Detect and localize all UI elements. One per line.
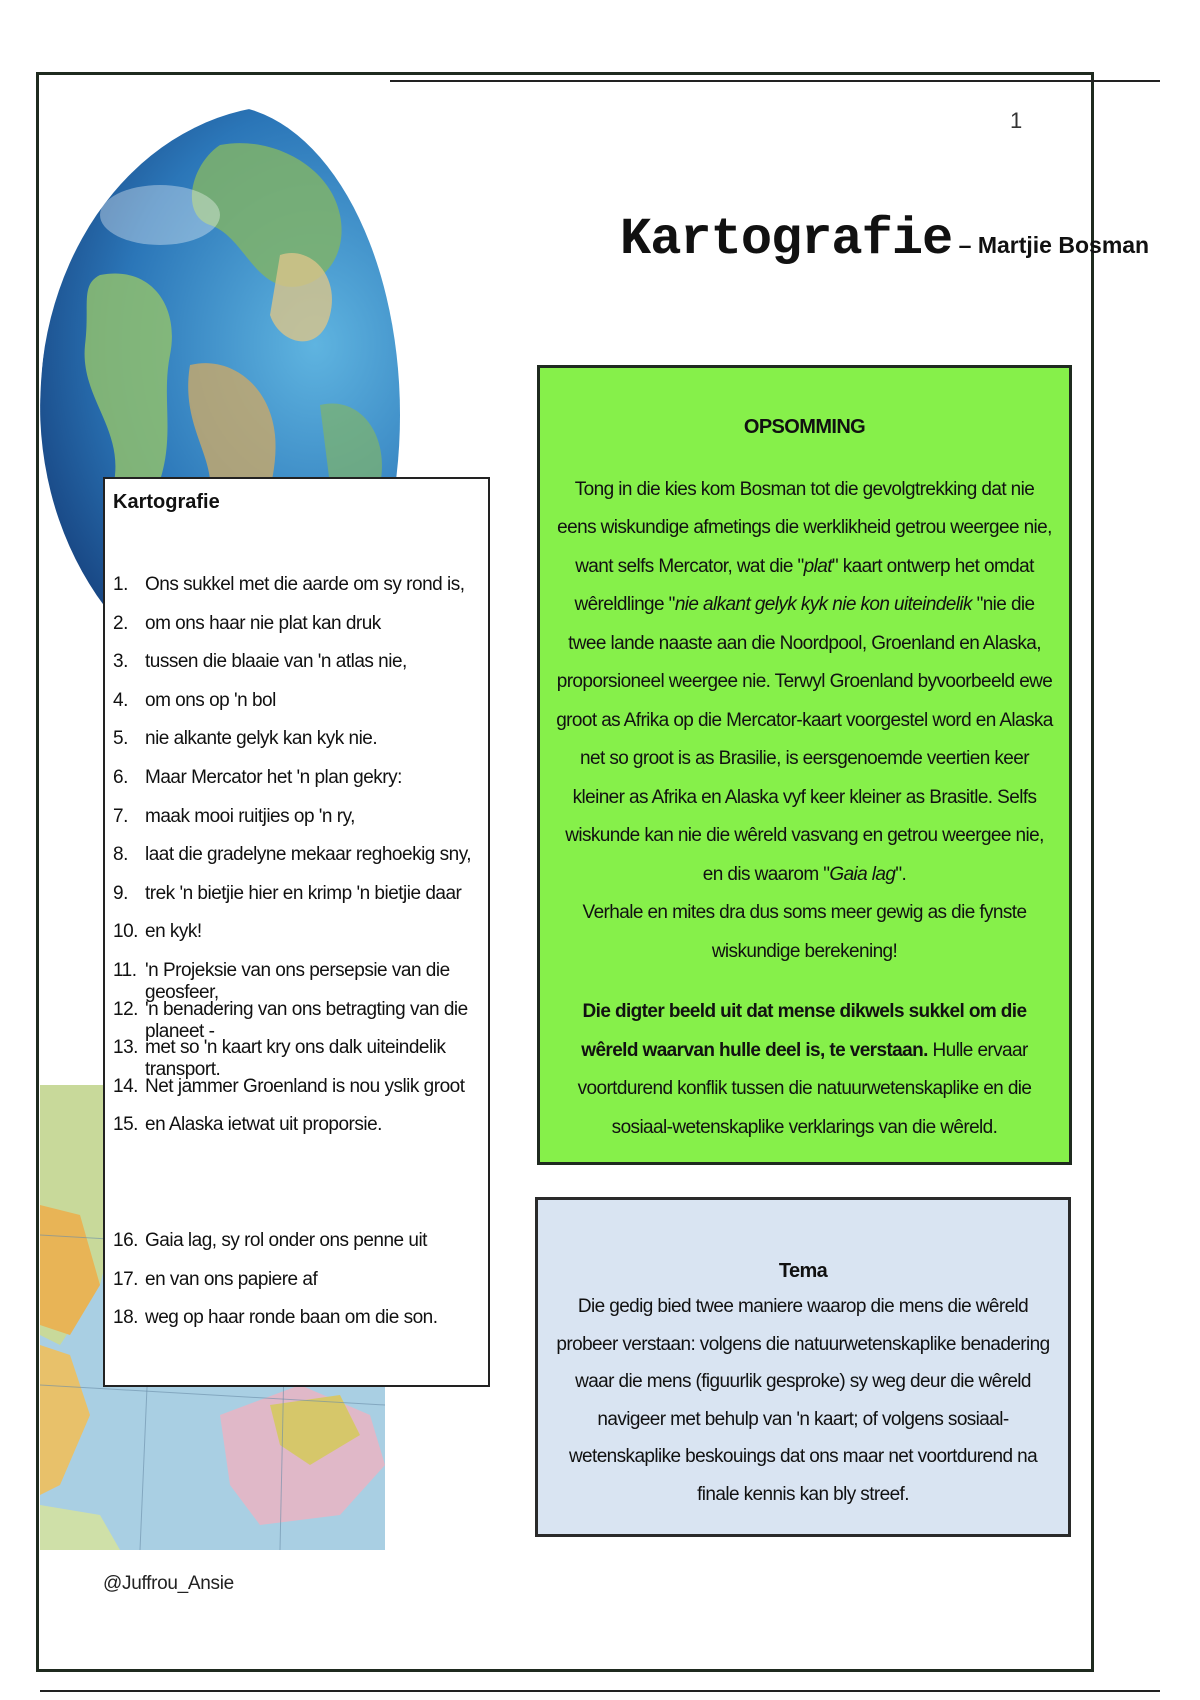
author-separator: – (952, 232, 978, 258)
poem-line (113, 574, 480, 613)
line-number: 15. (113, 1114, 138, 1136)
line-number: 3. (113, 651, 128, 673)
summary-italic-plat: plat (803, 555, 832, 577)
summary-italic-quote: nie alkant gelyk kyk nie kon uiteindelik (674, 594, 972, 615)
poem-line (113, 1269, 480, 1308)
line-text: Net jammer Groenland is nou yslik groot (145, 1075, 465, 1097)
line-number: 10. (113, 921, 138, 943)
author-name: Martjie Bosman (977, 232, 1150, 258)
poem-line (113, 728, 480, 767)
poem-line (113, 1114, 480, 1153)
summary-text: Tong in die kies kom Bosman tot die gevolgtrekking dat nie eens wiskundige afmetings die werklikheid getrou weergee nie, want selfs Mercator, wat die " (557, 478, 1052, 577)
page-number: 1 (1010, 108, 1023, 133)
poem-line (113, 998, 480, 1042)
summary-text: ". (895, 863, 907, 885)
line-text: Gaia lag, sy rol onder ons penne uit (145, 1229, 427, 1251)
poem-title: Kartografie (113, 491, 220, 513)
line-number: 11. (113, 959, 137, 981)
line-text: weg op haar ronde baan om die son. (145, 1307, 438, 1329)
line-number: 1. (113, 574, 128, 595)
poem-line (113, 844, 480, 883)
poem-line (113, 883, 480, 922)
line-number: 2. (113, 612, 128, 634)
line-number: 4. (113, 689, 128, 711)
line-number: 14. (113, 1075, 138, 1097)
poem-line (113, 959, 480, 1003)
line-text: met so 'n kaart kry ons dalk uiteindelik transport. (145, 1037, 446, 1081)
summary-heading: OPSOMMING (743, 416, 866, 438)
line-number: 7. (113, 805, 128, 827)
poem-line (113, 651, 480, 690)
line-text: 'n benadering van ons betragting van die planeet - (145, 998, 468, 1042)
poem-line (113, 767, 480, 806)
title-text: Kartografie (620, 210, 953, 269)
line-text: trek 'n bietjie hier en krimp 'n bietjie daar (145, 882, 462, 904)
top-rule (390, 80, 1160, 82)
line-number: 8. (113, 844, 128, 866)
poem-line (113, 1307, 480, 1346)
line-text: en van ons papiere af (145, 1268, 318, 1290)
summary-box (537, 365, 1072, 1165)
line-number: 18. (113, 1307, 138, 1329)
line-text: Ons sukkel met die aarde om sy rond is, (145, 574, 465, 595)
line-text: nie alkante gelyk kan kyk nie. (145, 728, 378, 750)
line-number: 16. (113, 1229, 138, 1251)
summary-text: " kaart ontwerp het omdat wêreldlinge " (574, 555, 1034, 615)
line-text: 'n Projeksie van ons persepsie van die geosfeer, (145, 959, 450, 1003)
poem-line (113, 1230, 480, 1269)
summary-text: "nie die twee lande naaste aan die Noordpool, Groenland en Alaska, proporsioneel weergee nie. Terwyl Groenland byvoorbeeld ewe groot as Afrika op die Mercator-kaart voorgestel word en Alaska net so groot is as Brasilie, is eersgenoemde veertien keer kleiner as Afrika en Alaska vyf keer kleiner as Brasitle. Selfs wiskunde kan nie die wêreld vasvang en getrou weergee nie, en dis waarom " (556, 594, 1053, 885)
poem-line (113, 921, 480, 960)
line-number: 13. (113, 1037, 138, 1059)
theme-box (535, 1197, 1071, 1537)
line-number: 9. (113, 882, 128, 904)
theme-heading: Tema (778, 1260, 828, 1282)
summary-conclusion (554, 993, 1055, 1147)
line-text: om ons op 'n bol (145, 689, 276, 711)
page-title (620, 210, 1149, 269)
line-text: laat die gradelyne mekaar reghoekig sny, (145, 844, 472, 866)
poem-line (113, 690, 480, 729)
poem-box (103, 477, 490, 1387)
summary-bold: Die digter beeld uit dat mense dikwels sukkel om die wêreld waarvan hulle deel is, te verstaan. (581, 1001, 1027, 1061)
line-text: om ons haar nie plat kan druk (145, 612, 381, 634)
line-number: 17. (113, 1268, 138, 1290)
poem-line (113, 1076, 480, 1115)
poem-line (113, 613, 480, 652)
line-text: en kyk! (145, 921, 202, 943)
poem-line (113, 806, 480, 845)
summary-paragraph (554, 471, 1055, 895)
line-number: 12. (113, 998, 138, 1020)
theme-body: Die gedig bied twee maniere waarop die mens die wêreld probeer verstaan: volgens die natuurwetenskaplike benadering waar die mens (figuurlik gesproke) sy weg deur die wêreld navigeer met behulp van 'n kaart; of volgens sosiaal-wetenskaplike beskouings dat ons maar net voortdurend na finale kennis kan bly streef. (556, 1296, 1050, 1505)
summary-paragraph-2: Verhale en mites dra dus soms meer gewig as die fynste wiskundige berekening! (582, 902, 1027, 962)
summary-italic-gaia: Gaia lag (829, 863, 896, 885)
poem-line (113, 1037, 480, 1081)
bottom-rule (40, 1690, 1160, 1692)
author-handle: @Juffrou_Ansie (103, 1573, 234, 1594)
poem-lines (113, 574, 480, 1346)
line-text: Maar Mercator het 'n plan gekry: (145, 766, 402, 788)
line-text: en Alaska ietwat uit proporsie. (145, 1114, 382, 1136)
line-number: 6. (113, 766, 128, 788)
line-text: maak mooi ruitjies op 'n ry, (145, 805, 355, 827)
line-text: tussen die blaaie van 'n atlas nie, (145, 651, 407, 673)
line-number: 5. (113, 728, 128, 750)
summary-text: Hulle ervaar voortdurend konflik tussen die natuurwetenskaplike en die sosiaal-wetenskaplike verklarings van die wêreld. (577, 1039, 1032, 1138)
